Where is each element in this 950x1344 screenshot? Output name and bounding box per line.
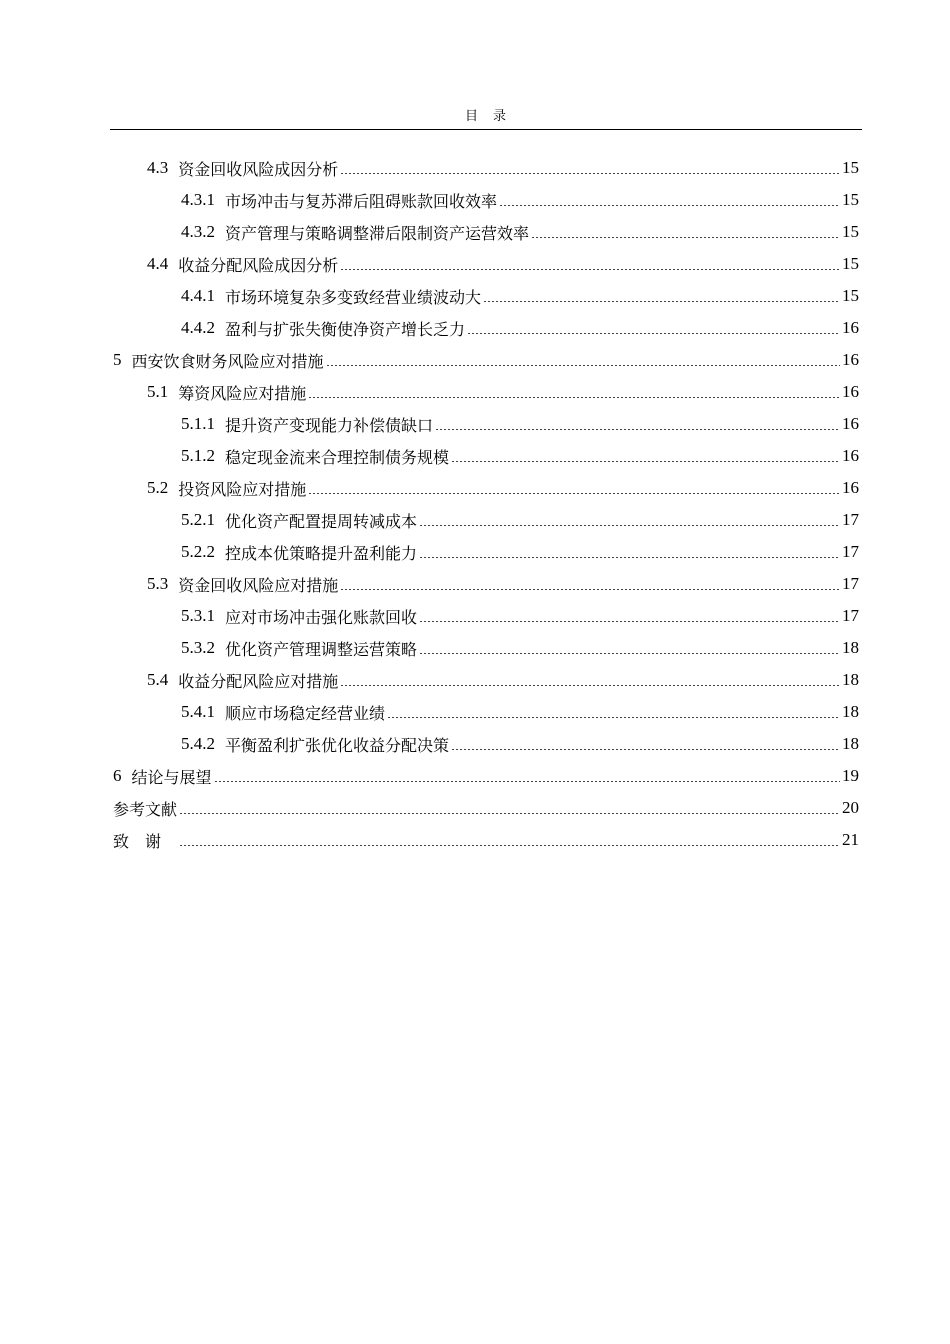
toc-entry-number: 5 [113,350,122,369]
toc-entry-page-number: 15 [842,190,859,209]
toc-entry-page-number: 16 [842,478,859,497]
toc-dot-leader [483,288,840,304]
toc-entry-page-number: 19 [842,766,859,785]
toc-entry-title: 参考文献 [113,799,178,819]
toc-entry[interactable] [0,728,950,760]
toc-entry-number: 5.1 [147,382,169,401]
toc-entry-number: 4.3.2 [181,222,215,241]
toc-entry[interactable] [0,760,950,792]
toc-entry-page-number: 21 [842,830,859,849]
toc-entry-number: 6 [113,766,122,785]
toc-entry-number: 5.4 [147,670,169,689]
toc-entry[interactable] [0,472,950,504]
toc-dot-leader [340,256,840,272]
toc-entry-title: 顺应市场稳定经营业绩 [225,703,386,723]
toc-entry-number: 5.2.1 [181,510,215,529]
toc-entry[interactable] [0,824,950,856]
toc-entry[interactable] [0,216,950,248]
toc-entry[interactable] [0,792,950,824]
toc-entry[interactable] [0,600,950,632]
toc-dot-leader [419,512,840,528]
toc-dot-leader [467,320,840,336]
toc-entry-number: 5.3.1 [181,606,215,625]
toc-entry-title: 收益分配风险成因分析 [178,255,339,275]
toc-dot-leader [340,672,840,688]
toc-entry-title: 平衡盈利扩张优化收益分配决策 [225,735,450,755]
toc-entry-number: 5.3 [147,574,169,593]
toc-entry-number: 5.1.2 [181,446,215,465]
toc-entry[interactable] [0,184,950,216]
toc-dot-leader [451,448,840,464]
toc-entry[interactable] [0,536,950,568]
header-divider [110,129,862,130]
toc-entry-page-number: 15 [842,286,859,305]
toc-dot-leader [308,480,840,496]
toc-entry-title: 资产管理与策略调整滞后限制资产运营效率 [225,223,530,243]
toc-entry-title: 收益分配风险应对措施 [178,671,339,691]
toc-entry-title: 稳定现金流来合理控制债务规模 [225,447,450,467]
toc-entry-title: 结论与展望 [131,767,212,787]
toc-entry-title: 筹资风险应对措施 [178,383,307,403]
toc-entry[interactable] [0,152,950,184]
toc-entry-title: 资金回收风险成因分析 [178,159,339,179]
toc-dot-leader [531,224,840,240]
toc-entry-title: 优化资产配置提周转减成本 [225,511,418,531]
toc-dot-leader [179,800,840,816]
toc-entry-page-number: 17 [842,574,859,593]
toc-dot-leader [387,704,840,720]
toc-entry[interactable] [0,344,950,376]
toc-dot-leader [214,768,840,784]
toc-entry[interactable] [0,312,950,344]
toc-entry[interactable] [0,568,950,600]
toc-dot-leader [451,736,840,752]
toc-entry-number: 5.1.1 [181,414,215,433]
toc-entry-page-number: 20 [842,798,859,817]
toc-dot-leader [419,544,840,560]
toc-entry-number: 5.4.2 [181,734,215,753]
toc-entry-number: 4.4.2 [181,318,215,337]
toc-entry[interactable] [0,440,950,472]
toc-entry-page-number: 16 [842,318,859,337]
toc-entry-page-number: 15 [842,254,859,273]
toc-entry-title: 投资风险应对措施 [178,479,307,499]
table-of-contents [0,152,950,856]
toc-entry-title: 优化资产管理调整运营策略 [225,639,418,659]
page-header-title: 目 录 [464,109,507,124]
toc-entry-page-number: 17 [842,606,859,625]
toc-dot-leader [419,640,840,656]
toc-entry-title: 盈利与扩张失衡使净资产增长乏力 [225,319,466,339]
toc-entry[interactable] [0,664,950,696]
toc-entry-title: 西安饮食财务风险应对措施 [131,351,324,371]
toc-entry-page-number: 18 [842,734,859,753]
toc-entry-number: 4.3 [147,158,169,177]
toc-dot-leader [340,576,840,592]
toc-entry[interactable] [0,504,950,536]
toc-dot-leader [308,384,840,400]
toc-entry-title: 资金回收风险应对措施 [178,575,339,595]
toc-entry-page-number: 16 [842,382,859,401]
toc-entry-page-number: 15 [842,158,859,177]
toc-entry-page-number: 16 [842,446,859,465]
toc-entry-title: 市场冲击与复苏滞后阻碍账款回收效率 [225,191,498,211]
toc-entry-page-number: 16 [842,350,859,369]
toc-entry-title: 提升资产变现能力补偿债缺口 [225,415,434,435]
toc-entry-number: 5.4.1 [181,702,215,721]
toc-entry-page-number: 18 [842,638,859,657]
toc-dot-leader [326,352,840,368]
toc-entry-number: 4.4.1 [181,286,215,305]
toc-entry[interactable] [0,376,950,408]
toc-dot-leader [419,608,840,624]
toc-entry-page-number: 17 [842,510,859,529]
toc-entry-number: 4.4 [147,254,169,273]
toc-entry-page-number: 17 [842,542,859,561]
toc-dot-leader [499,192,840,208]
toc-entry-title: 致谢 [113,831,178,851]
toc-entry[interactable] [0,248,950,280]
toc-entry-page-number: 18 [842,702,859,721]
toc-entry[interactable] [0,280,950,312]
toc-entry-page-number: 16 [842,414,859,433]
toc-entry-title: 市场环境复杂多变致经营业绩波动大 [225,287,482,307]
toc-dot-leader [340,160,840,176]
toc-entry-number: 5.2.2 [181,542,215,561]
toc-entry-number: 4.3.1 [181,190,215,209]
toc-entry-number: 5.3.2 [181,638,215,657]
toc-entry-number: 5.2 [147,478,169,497]
toc-entry[interactable] [0,632,950,664]
toc-dot-leader [435,416,840,432]
toc-entry-page-number: 18 [842,670,859,689]
toc-entry-title: 应对市场冲击强化账款回收 [225,607,418,627]
toc-entry-title: 控成本优策略提升盈利能力 [225,543,418,563]
toc-entry-page-number: 15 [842,222,859,241]
toc-entry[interactable] [0,408,950,440]
toc-dot-leader [179,832,840,848]
toc-entry[interactable] [0,696,950,728]
